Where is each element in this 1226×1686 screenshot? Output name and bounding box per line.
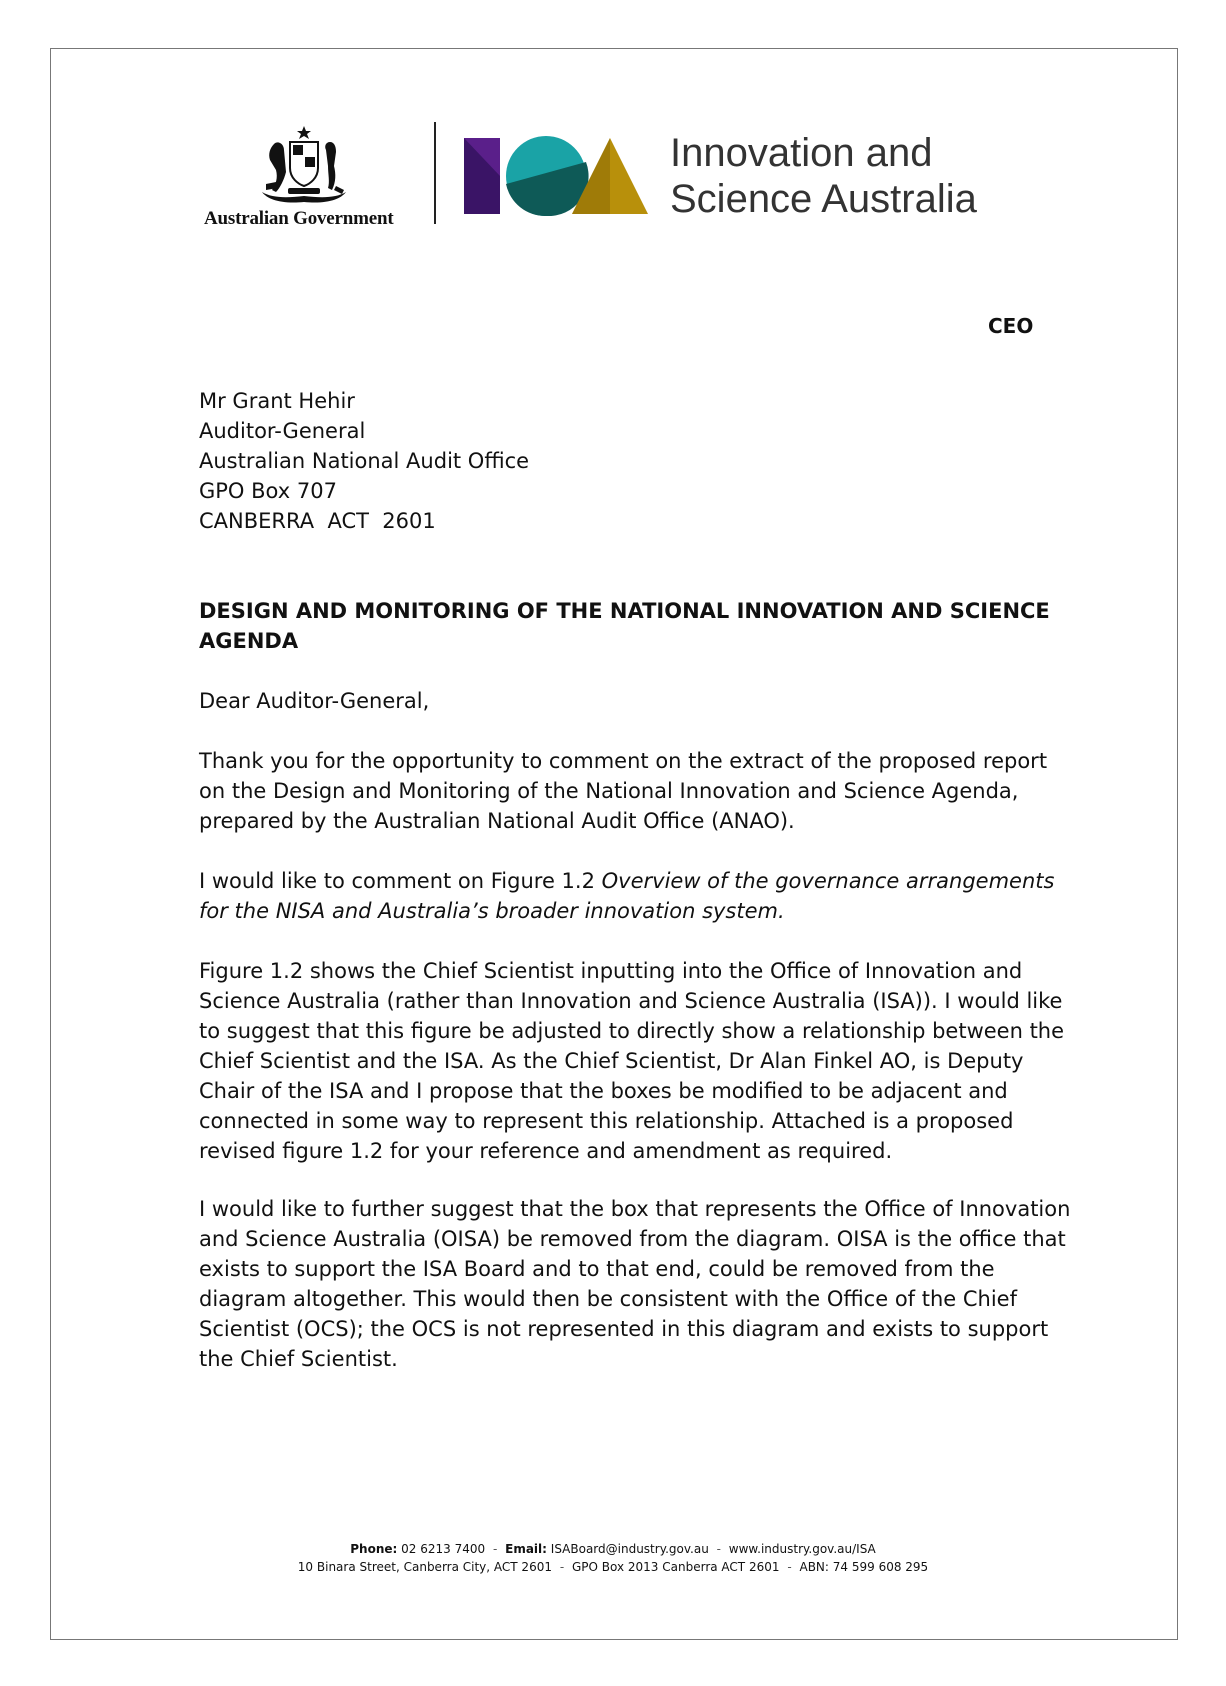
abn: ABN: 74 599 608 295 — [799, 1560, 929, 1574]
letterhead-divider — [434, 122, 436, 224]
sender-role: CEO — [988, 314, 1034, 338]
postal-address: GPO Box 2013 Canberra ACT 2601 — [571, 1560, 780, 1574]
footer-separator: - — [492, 1542, 498, 1556]
organisation-name-line2: Science Australia — [670, 177, 977, 221]
footer-separator: - — [559, 1560, 565, 1574]
recipient-title: Auditor-General — [199, 419, 366, 443]
organisation-name-line1: Innovation and — [670, 131, 933, 175]
phone-label: Phone: — [350, 1542, 398, 1556]
recipient-address — [199, 386, 1079, 536]
paragraph-4 — [199, 1194, 1079, 1374]
website-link[interactable]: www.industry.gov.au/ISA — [728, 1542, 876, 1556]
paragraph-2-text: I would like to comment on Figure 1.2 — [199, 869, 602, 893]
footer-separator: - — [716, 1542, 721, 1556]
email-link[interactable]: ISABoard@industry.gov.au — [550, 1542, 709, 1556]
figure-title: Overview of the governance arrangements for the NISA and Australia’s broader innovation system. — [199, 869, 1055, 923]
letter-subject: DESIGN AND MONITORING OF THE NATIONAL INNOVATION AND SCIENCE AGENDA — [199, 599, 1050, 653]
recipient-po-box: GPO Box 707 — [199, 479, 337, 503]
coat-of-arms-icon — [252, 124, 356, 206]
phone-number: 02 6213 7400 — [401, 1542, 486, 1556]
paragraph-1 — [199, 746, 1079, 836]
recipient-organisation: Australian National Audit Office — [199, 449, 530, 473]
footer-separator: - — [787, 1560, 792, 1574]
paragraph-3 — [199, 956, 1079, 1166]
street-address: 10 Binara Street, Canberra City, ACT 2601 — [297, 1560, 552, 1574]
letterhead — [200, 118, 1000, 238]
paragraph-2 — [199, 866, 1079, 926]
paragraph-3-text: Figure 1.2 shows the Chief Scientist inputting into the Office of Innovation and Science Australia (rather than Innovation and Science Australia (ISA)). I would like to suggest that this figure be adjusted to directly show a relationship between the Chief Scientist and the ISA. As the Chief Scientist, Dr Alan Finkel AO, is Deputy Chair of the ISA and I propose that the boxes be modified to be adjacent and connected in some way to represent this relationship. Attached is a proposed revised figure 1.2 for your reference and amendment as required. — [199, 959, 1065, 1163]
salutation: Dear Auditor-General, — [199, 689, 430, 713]
paragraph-1-text: Thank you for the opportunity to comment on the extract of the proposed report on the Design and Monitoring of the National Innovation and Science Agenda, prepared by the Australian National Audit Office (ANAO). — [199, 749, 1048, 833]
paragraph-4-text: I would like to further suggest that the box that represents the Office of Innovation and Science Australia (OISA) be removed from the diagram. OISA is the office that exists to support the ISA Board and to that end, could be removed from the diagram altogether. This would then be consistent with the Office of the Chief Scientist (OCS); the OCS is not represented in this diagram and exists to support the Chief Scientist. — [199, 1197, 1071, 1371]
organisation-name — [670, 130, 977, 222]
isa-logo-icon — [462, 132, 662, 216]
recipient-name: Mr Grant Hehir — [199, 389, 355, 413]
footer — [200, 1540, 1026, 1576]
government-name: Australian Government — [204, 208, 394, 229]
recipient-city: CANBERRA ACT 2601 — [199, 509, 436, 533]
footer-address-line — [200, 1558, 1026, 1576]
email-label: Email: — [505, 1542, 547, 1556]
page-border — [50, 48, 1178, 1640]
footer-contact-line — [200, 1540, 1026, 1558]
